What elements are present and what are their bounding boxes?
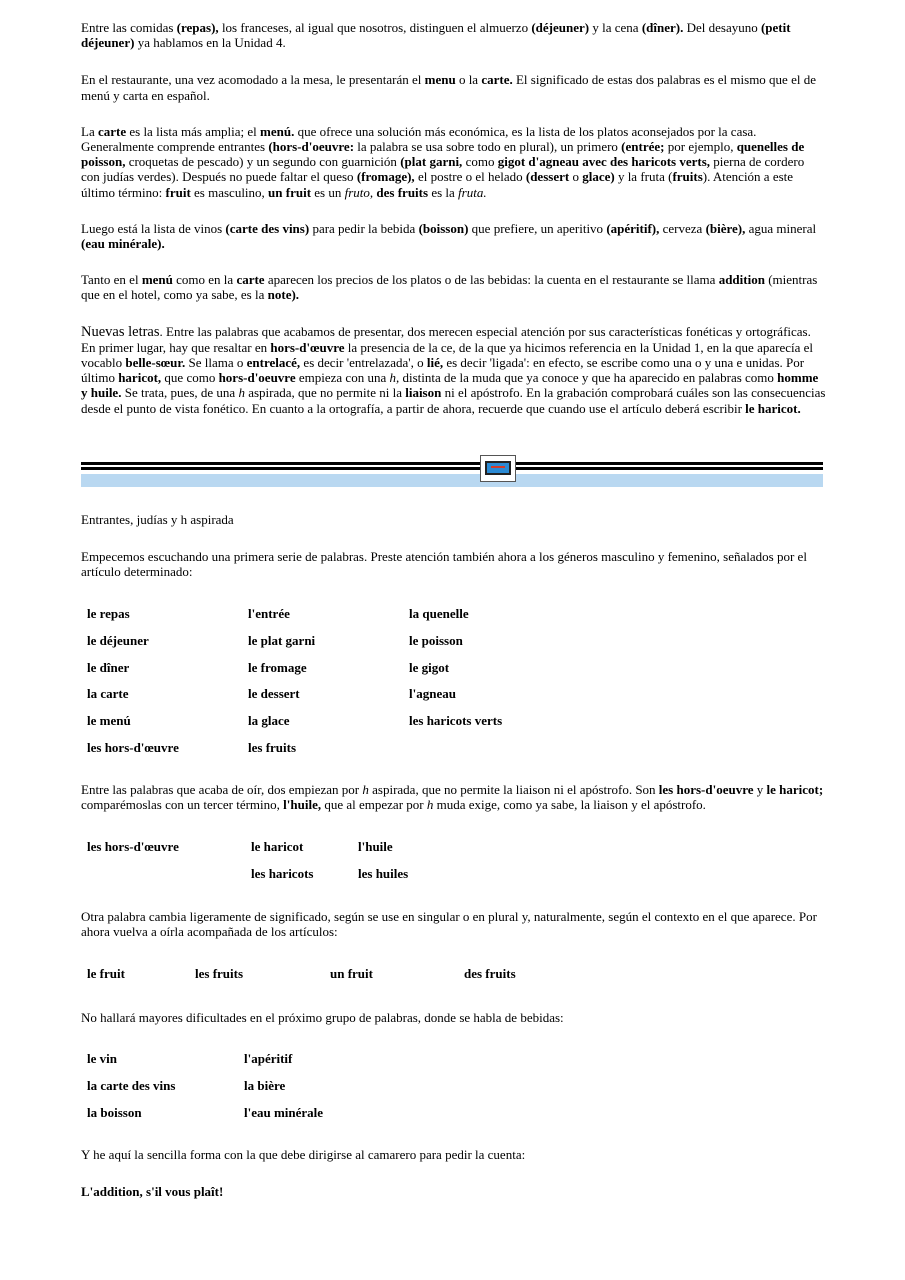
- vocabulary-word: la glace: [248, 713, 290, 729]
- vocabulary-word: le dîner: [87, 659, 130, 675]
- audio-player-icon[interactable]: [480, 455, 516, 482]
- vocabulary-word: le poisson: [409, 633, 463, 649]
- vocabulary-word: les fruits: [195, 966, 244, 982]
- section-title: Entrantes, judías y h aspirada: [81, 512, 234, 527]
- intro-text: [81, 20, 826, 416]
- vocabulary-word: la quenelle: [409, 606, 469, 622]
- vocabulary-word: les hors-d'œuvre: [87, 839, 179, 855]
- section3-intro: Otra palabra cambia ligeramente de significado, según se use en singular o en plural y, naturalmente, según el contexto en el que aparece. Por ahora vuelva a oírla acompañada de los artículos:: [81, 909, 817, 940]
- table-row: [81, 601, 559, 628]
- vocabulary-table-fruit: [81, 961, 564, 988]
- section-divider: [81, 455, 823, 487]
- player-screen-icon: [485, 461, 511, 475]
- table-row: [81, 961, 564, 988]
- vocabulary-word: le haricot: [251, 839, 304, 855]
- vocabulary-word: l'apéritif: [244, 1051, 293, 1067]
- vocabulary-word: les huiles: [358, 866, 409, 882]
- section2-intro: Entre las palabras que acaba de oír, dos empiezan por h aspirada, que no permite la liaison ni el apóstrofo. Son les hors-d'oeuvre y le haricot; comparémoslas con un tercer término, l'huile, que al empezar por h muda exige, como ya sabe, la liaison y el apóstrofo.: [81, 782, 824, 813]
- vocabulary-word: les hors-d'œuvre: [87, 739, 179, 755]
- vocabulary-word: un fruit: [330, 966, 373, 982]
- paragraph-new-letters: Nuevas letras. Entre las palabras que acabamos de presentar, dos merecen especial atención por sus características fonéticas y ortográficas. En primer lugar, hay que resaltar en hors-d'œuvre la presencia de la ce, de la que ya hicimos referencia en la Unidad 1, en la que aparecía el vocablo belle-sœur. Se llama o entrelacé, es decir 'entrelazada', o lié, es decir 'ligada': en efecto, se escribe como una o y una e unidas. Por último haricot, que como hors-d'oeuvre empieza con una h, distinta de la muda que ya conoce y que ha aparecido en palabras como homme y huile. Se trata, pues, de una h aspirada, que no permite ni la liaison ni el apóstrofo. En la grabación comprobará cuáles son las consecuencias desde el punto de vista fonético. En cuanto a la ortografía, a partir de ahora, recuerde que cuando use el artículo deberá escribir le haricot.: [81, 323, 826, 416]
- vocabulary-word: la boisson: [87, 1104, 142, 1120]
- vocabulary-word: [81, 861, 245, 888]
- table-row: [81, 628, 559, 655]
- vocabulary-word: les fruits: [248, 739, 297, 755]
- paragraph-meals: Entre las comidas (repas), los franceses, al igual que nosotros, distinguen el almuerzo (déjeuner) y la cena (dîner). Del desayuno (petit déjeuner) ya hablamos en la Unidad 4.: [81, 20, 791, 51]
- divider-line: [81, 467, 823, 470]
- vocabulary-table-drinks: [81, 1046, 364, 1126]
- divider-band: [81, 474, 823, 487]
- table-row: [81, 681, 559, 708]
- paragraph-restaurant: En el restaurante, una vez acomodado a la mesa, le presentarán el menu o la carte. El significado de estas dos palabras es el mismo que el de menú y carta en español.: [81, 72, 816, 103]
- table-row: [81, 654, 559, 681]
- vocabulary-word: [403, 734, 559, 761]
- paragraph-wines: Luego está la lista de vinos (carte des vins) para pedir la bebida (boisson) que prefiere, un aperitivo (apéritif), cerveza (bière), agua mineral (eau minérale).: [81, 220, 817, 252]
- vocabulary-word: le dessert: [248, 686, 300, 702]
- vocabulary-word: l'eau minérale: [244, 1104, 324, 1120]
- table-row: [81, 1099, 364, 1126]
- vocabulary-table-h-aspirada: [81, 834, 458, 887]
- section4-intro: No hallará mayores dificultades en el próximo grupo de palabras, donde se habla de bebidas:: [81, 1010, 564, 1025]
- vocabulary-word: le fromage: [248, 659, 307, 675]
- vocabulary-word: le vin: [87, 1051, 117, 1067]
- section1-intro: Empecemos escuchando una primera serie de palabras. Preste atención también ahora a los géneros masculino y femenino, señalados por el artículo determinado:: [81, 549, 807, 580]
- vocabulary-word: le fruit: [87, 966, 125, 982]
- table-row: [81, 1046, 364, 1073]
- vocabulary-word: le gigot: [409, 659, 450, 675]
- vocabulary-table-meals: [81, 601, 559, 761]
- divider-line: [81, 462, 823, 465]
- vocabulary-word: le déjeuner: [87, 633, 149, 649]
- vocabulary-word: l'huile: [358, 839, 393, 855]
- vocabulary-word: le repas: [87, 606, 130, 622]
- vocabulary-word: des fruits: [464, 966, 516, 982]
- table-row: [81, 834, 458, 861]
- vocabulary-word: les haricots verts: [409, 713, 503, 729]
- vocabulary-word: le menú: [87, 713, 131, 729]
- vocabulary-word: la carte des vins: [87, 1078, 176, 1094]
- table-row: [81, 734, 559, 761]
- closing-phrase: L'addition, s'il vous plaît!: [81, 1184, 224, 1199]
- table-row: [81, 1073, 364, 1100]
- vocabulary-word: la bière: [244, 1078, 286, 1094]
- table-row: [81, 708, 559, 735]
- vocabulary-word: la carte: [87, 686, 129, 702]
- vocabulary-word: l'agneau: [409, 686, 456, 702]
- table-row: [81, 861, 458, 888]
- vocabulary-word: les haricots: [251, 866, 314, 882]
- vocabulary-word: l'entrée: [248, 606, 290, 622]
- paragraph-addition: Tanto en el menú como en la carte aparecen los precios de los platos o de las bebidas: la cuenta en el restaurante se llama addition (mientras que en el hotel, como ya sabe, es la note).: [81, 272, 818, 303]
- paragraph-carte: La carte es la lista más amplia; el menú. que ofrece una solución más económica, es la lista de los platos aconsejados por la casa. Generalmente comprende entrantes (hors-d'oeuvre: la palabra se usa sobre todo en plural), un primero (entrée; por ejemplo, quenelles de poisson, croquetas de pescado) y un segundo con guarnición (plat garni, como gigot d'agneau avec des haricots verts, pierna de cordero con judías verdes). Después no puede faltar el queso (fromage), el postre o el helado (dessert o glace) y la fruta (fruits). Atención a este último término: fruit es masculino, un fruit es un fruto, des fruits es la fruta.: [81, 123, 805, 200]
- vocabulary-word: le plat garni: [248, 633, 316, 649]
- section5-intro: Y he aquí la sencilla forma con la que debe dirigirse al camarero para pedir la cuenta:: [81, 1147, 526, 1162]
